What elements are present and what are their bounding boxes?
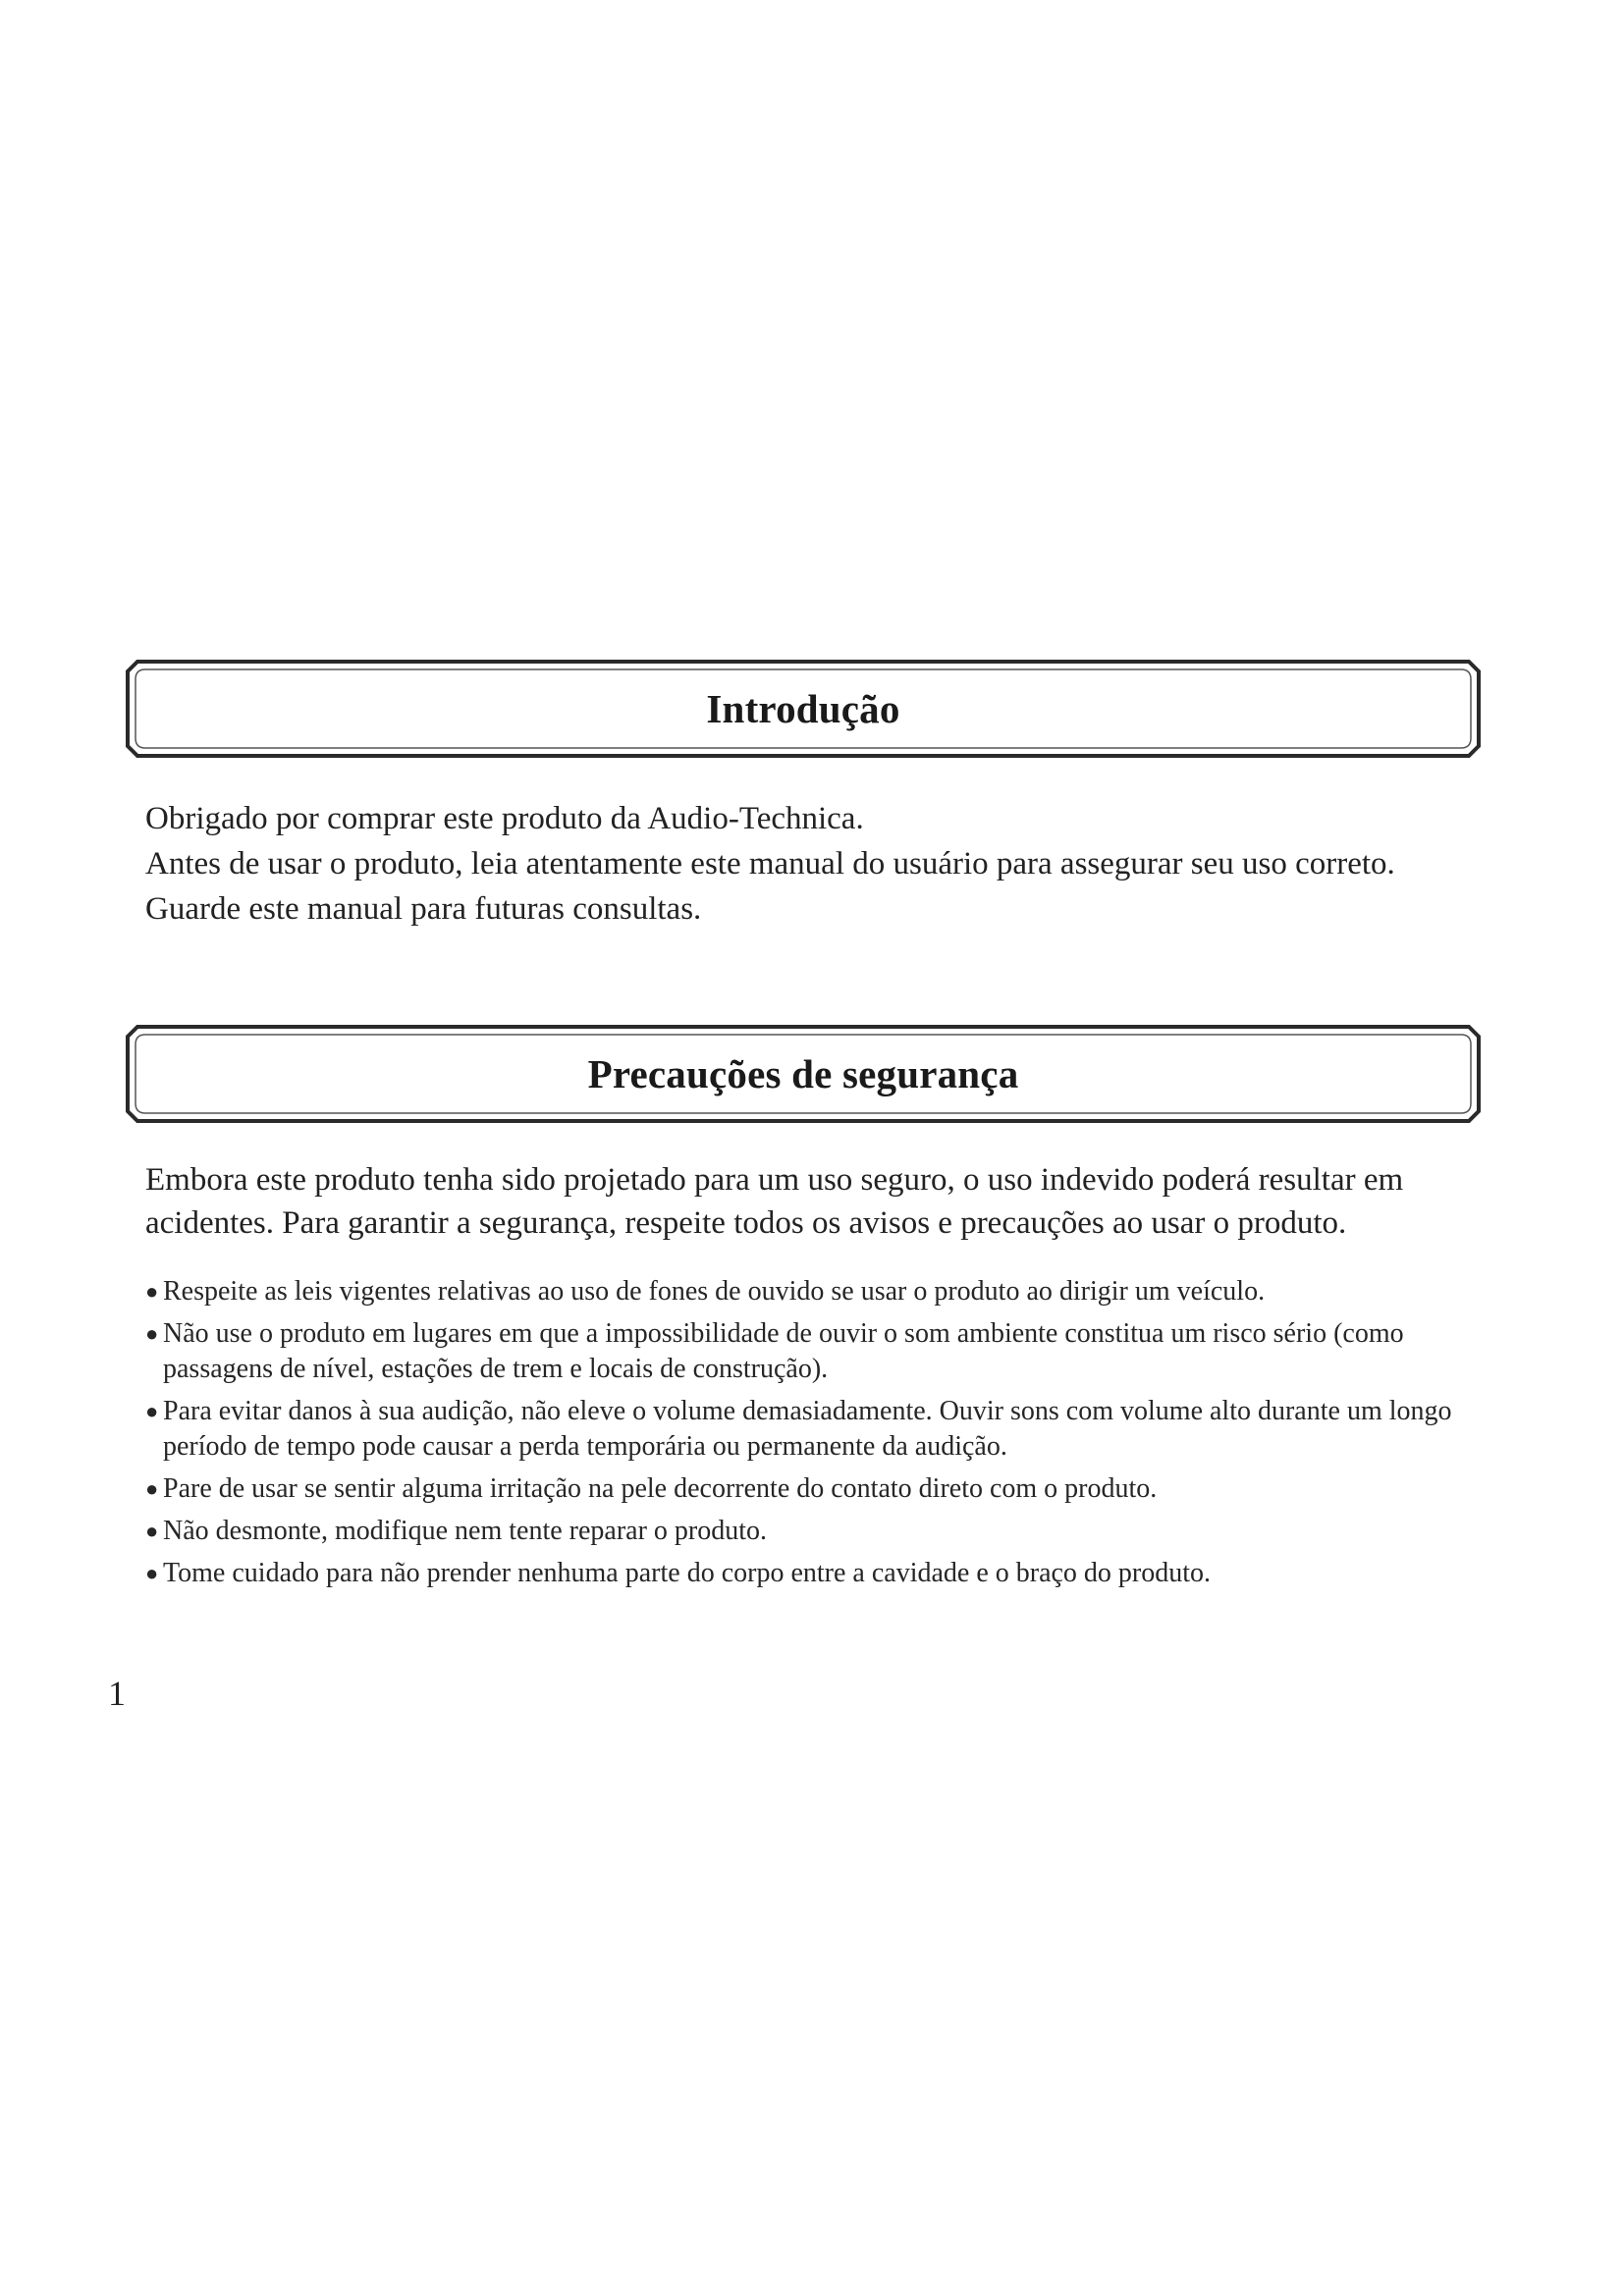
bullet-text: Tome cuidado para não prender nenhuma parte do corpo entre a cavidade e o braço do produto.: [163, 1558, 1212, 1588]
bullet-icon: ●: [145, 1476, 159, 1501]
intro-line-2: Antes de usar o produto, leia atentamente este manual do usuário para assegurar seu uso correto.: [145, 846, 1395, 881]
list-item: [145, 1471, 1490, 1507]
bullet-text: Para evitar danos à sua audição, não eleve o volume demasiadamente. Ouvir sons com volume alto durante um longo período de tempo pode causar a perda temporária ou permanente da audição.: [163, 1396, 1452, 1462]
bullet-icon: ●: [145, 1519, 159, 1543]
safety-intro-paragraph: Embora este produto tenha sido projetado para um uso seguro, o uso indevido poderá resultar em acidentes. Para garantir a segurança, respeite todos os avisos e precauções ao usar o produto.: [145, 1162, 1404, 1241]
bullet-icon: ●: [145, 1321, 159, 1346]
bullet-text: Não use o produto em lugares em que a impossibilidade de ouvir o som ambiente constitua um risco sério (como passagens de nível, estações de trem e locais de construção).: [163, 1318, 1404, 1384]
bullet-text: Pare de usar se sentir alguma irritação na pele decorrente do contato direto com o produto.: [163, 1473, 1158, 1504]
list-item: [145, 1556, 1490, 1591]
list-item: [145, 1274, 1490, 1309]
bullet-icon: ●: [145, 1561, 159, 1585]
safety-heading-box: [126, 1025, 1481, 1123]
intro-title: Introdução: [706, 686, 900, 731]
bullet-text: Respeite as leis vigentes relativas ao uso de fones de ouvido se usar o produto ao dirigir um veículo.: [163, 1276, 1266, 1307]
page-number: 1: [108, 1674, 126, 1713]
bullet-text: Não desmonte, modifique nem tente reparar o produto.: [163, 1516, 768, 1546]
safety-bullet-list: [145, 1274, 1490, 1598]
list-item: [145, 1316, 1490, 1387]
bullet-icon: ●: [145, 1279, 159, 1304]
intro-line-1: Obrigado por comprar este produto da Audio-Technica.: [145, 801, 864, 836]
list-item: [145, 1394, 1490, 1465]
list-item: [145, 1514, 1490, 1549]
safety-title: Precauções de segurança: [587, 1051, 1019, 1096]
intro-line-3: Guarde este manual para futuras consultas.: [145, 891, 702, 927]
intro-heading-box: [126, 660, 1481, 758]
bullet-icon: ●: [145, 1399, 159, 1423]
